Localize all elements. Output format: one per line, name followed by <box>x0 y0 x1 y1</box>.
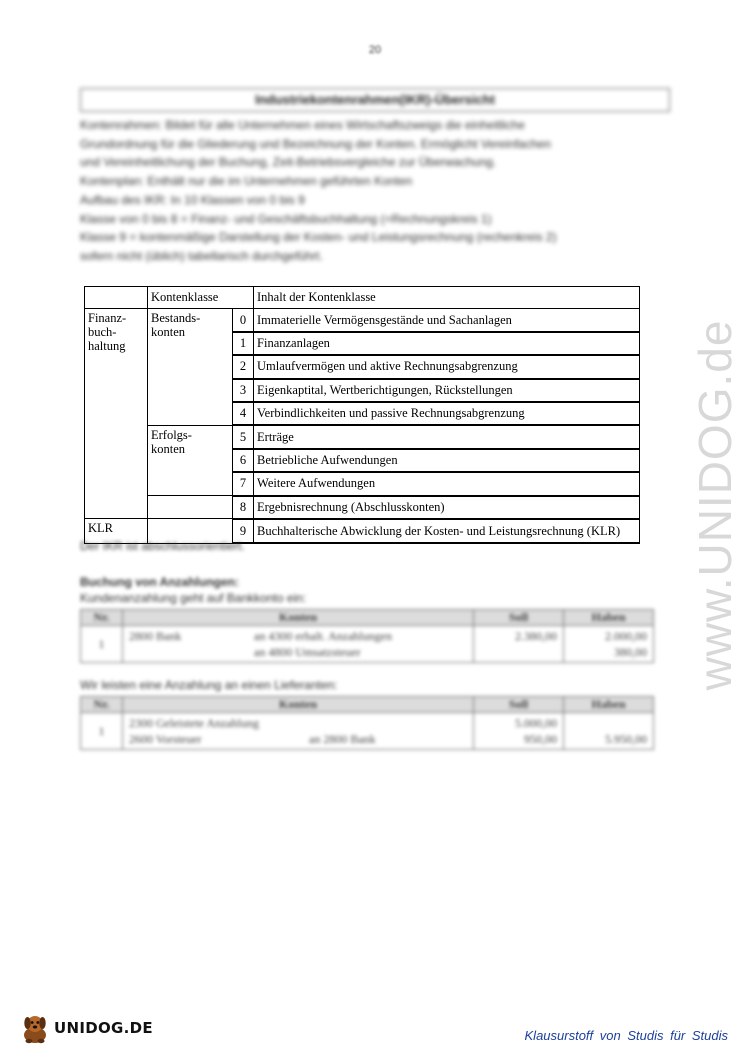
buchung-table-1 <box>80 609 654 663</box>
note-abschluss: Der IKR ist abschlussorientiert. <box>80 539 245 553</box>
klasse-inhalt: Buchhalterische Abwicklung der Kosten- und Leistungsrechnung (KLR) <box>254 519 640 543</box>
buchung-soll <box>474 626 564 663</box>
empty-header-cell <box>85 287 148 309</box>
soll-amount: 950,00 <box>524 732 557 746</box>
klasse-number: 4 <box>233 402 254 425</box>
klasse-inhalt: Umlaufvermögen und aktive Rechnungsabgrenzung <box>254 355 640 378</box>
line-lieferantenanzahlung: Wir leisten eine Anzahlung an einen Lieferanten: <box>80 678 338 692</box>
klasse-number: 8 <box>233 496 254 519</box>
klasse-number: 5 <box>233 425 254 448</box>
intro-line: Klasse 9 = kontenmäßige Darstellung der Kosten- und Leistungsrechnung (rechenkreis 2) <box>80 230 557 245</box>
table-header-row <box>85 287 640 309</box>
klasse-number: 7 <box>233 472 254 495</box>
intro-text <box>80 116 670 266</box>
klasse-number: 2 <box>233 355 254 378</box>
subgroup-erfolgskonten <box>148 425 233 495</box>
header-soll: Soll <box>474 610 564 626</box>
intro-line: Kontenplan: Enthält nur die im Unternehmen geführten Konten <box>80 174 413 189</box>
klasse-inhalt: Erträge <box>254 425 640 448</box>
header-kontenklasse: Kontenklasse <box>148 287 254 309</box>
group-label-line: haltung <box>88 339 126 354</box>
klasse-number: 1 <box>233 332 254 355</box>
buchung-soll <box>474 713 564 750</box>
subgroup-label-line: Bestands- <box>151 311 201 326</box>
buchung-konten <box>123 713 474 750</box>
buchung-konten <box>123 626 474 663</box>
intro-line: Aufbau des IKR: In 10 Klassen von 0 bis 9 <box>80 192 305 207</box>
header-haben: Haben <box>564 610 654 626</box>
buchung-haben <box>564 626 654 663</box>
header-konten: Konten <box>123 697 474 713</box>
watermark-text: www.UNIDOG.de <box>689 319 741 691</box>
buchung-header-row <box>81 697 654 713</box>
konto-haben: an 4300 erhalt. Anzahlungen <box>254 629 392 643</box>
haben-amount: 380,00 <box>614 645 647 659</box>
unidog-logo[interactable] <box>20 1010 153 1046</box>
klasse-inhalt: Eigenkaptital, Wertberichtigungen, Rückstellungen <box>254 379 640 402</box>
subgroup-label-line: Erfolgs- <box>151 427 192 442</box>
konto-haben: an 2800 Bank <box>309 732 376 746</box>
klasse-inhalt: Finanzanlagen <box>254 332 640 355</box>
header-haben: Haben <box>564 697 654 713</box>
subgroup-bestandskonten <box>148 309 233 425</box>
buchung-row <box>81 626 654 663</box>
intro-line: und Vereinheitlichung der Buchung, Zeit-Betriebsvergleiche zur Überwachung. <box>80 155 497 170</box>
buchung-header-row <box>81 610 654 626</box>
klasse-inhalt: Betriebliche Aufwendungen <box>254 449 640 472</box>
haben-amount: 2.000,00 <box>605 629 647 643</box>
page-number: 20 <box>368 44 382 56</box>
intro-line: Kontenrahmen: Bildet für alle Unternehmen eines Wirtschaftszweigs die einheitliche <box>80 118 525 132</box>
intro-line: sofern nicht (üblich) tabellarisch durchgeführt. <box>80 248 323 263</box>
buchung-nr: 1 <box>81 626 123 663</box>
klasse-number: 3 <box>233 379 254 402</box>
subgroup-label-line: konten <box>151 325 186 340</box>
unidog-watermark <box>690 280 740 730</box>
konto-soll <box>129 644 254 660</box>
soll-amount: 5.000,00 <box>515 716 557 730</box>
soll-amount: 2.380,00 <box>515 629 557 643</box>
klasse-number: 6 <box>233 449 254 472</box>
buchung-table-2 <box>80 696 654 750</box>
heading-anzahlungen: Buchung von Anzahlungen: <box>80 575 239 589</box>
section-title: Industriekontenrahmen(IKR)-Übersicht <box>80 88 670 112</box>
header-nr: Nr. <box>81 697 123 713</box>
konto-soll: 2600 Vorsteuer <box>129 732 202 746</box>
konto-soll: 2800 Bank <box>129 629 182 643</box>
header-konten: Konten <box>123 610 474 626</box>
table-row <box>85 496 640 519</box>
haben-amount <box>570 715 647 731</box>
kontenrahmen-table <box>84 286 640 544</box>
klasse-number: 9 <box>233 519 254 543</box>
header-inhalt: Inhalt der Kontenklasse <box>254 287 640 309</box>
intro-line: Klasse von 0 bis 8 = Finanz- und Geschäftsbuchhaltung (=Rechnungskreis 1) <box>80 211 492 226</box>
header-soll: Soll <box>474 697 564 713</box>
klasse-inhalt: Immaterielle Vermögensgestände und Sachanlagen <box>254 309 640 332</box>
intro-section <box>80 88 670 266</box>
klasse-number: 0 <box>233 309 254 332</box>
group-label-line: Finanz- <box>88 311 127 326</box>
dog-mascot-icon <box>20 1011 50 1045</box>
table-row <box>85 425 640 448</box>
haben-amount: 5.950,00 <box>605 732 647 746</box>
footer-slogan: Klausurstoff von Studis für Studis <box>524 1028 728 1043</box>
klasse-inhalt: Ergebnisrechnung (Abschlusskonten) <box>254 496 640 519</box>
table-row <box>85 309 640 332</box>
logo-text: UNIDOG.DE <box>54 1019 153 1037</box>
group-finanzbuchhaltung <box>85 309 148 519</box>
anzahlungen-section <box>80 538 670 750</box>
group-label-line: buch- <box>88 325 117 340</box>
buchung-row <box>81 713 654 750</box>
subgroup-label-line: konten <box>151 441 186 456</box>
soll-amount <box>480 644 557 660</box>
buchung-haben <box>564 713 654 750</box>
klasse-inhalt: Verbindlichkeiten und passive Rechnungsabgrenzung <box>254 402 640 425</box>
group-klr: KLR <box>85 519 148 543</box>
intro-line: Grundordnung für die Gliederung und Bezeichnung der Konten. Ermöglicht Vereinfachen <box>80 136 551 151</box>
konto-soll: 2300 Geleistete Anzahlung <box>129 716 259 730</box>
line-kundenanzahlung: Kundenanzahlung geht auf Bankkonto ein: <box>80 591 307 605</box>
klasse-inhalt: Weitere Aufwendungen <box>254 472 640 495</box>
header-nr: Nr. <box>81 610 123 626</box>
empty-subgroup-cell <box>148 496 233 519</box>
buchung-nr: 1 <box>81 713 123 750</box>
konto-haben: an 4800 Umsatzsteuer <box>254 645 361 659</box>
